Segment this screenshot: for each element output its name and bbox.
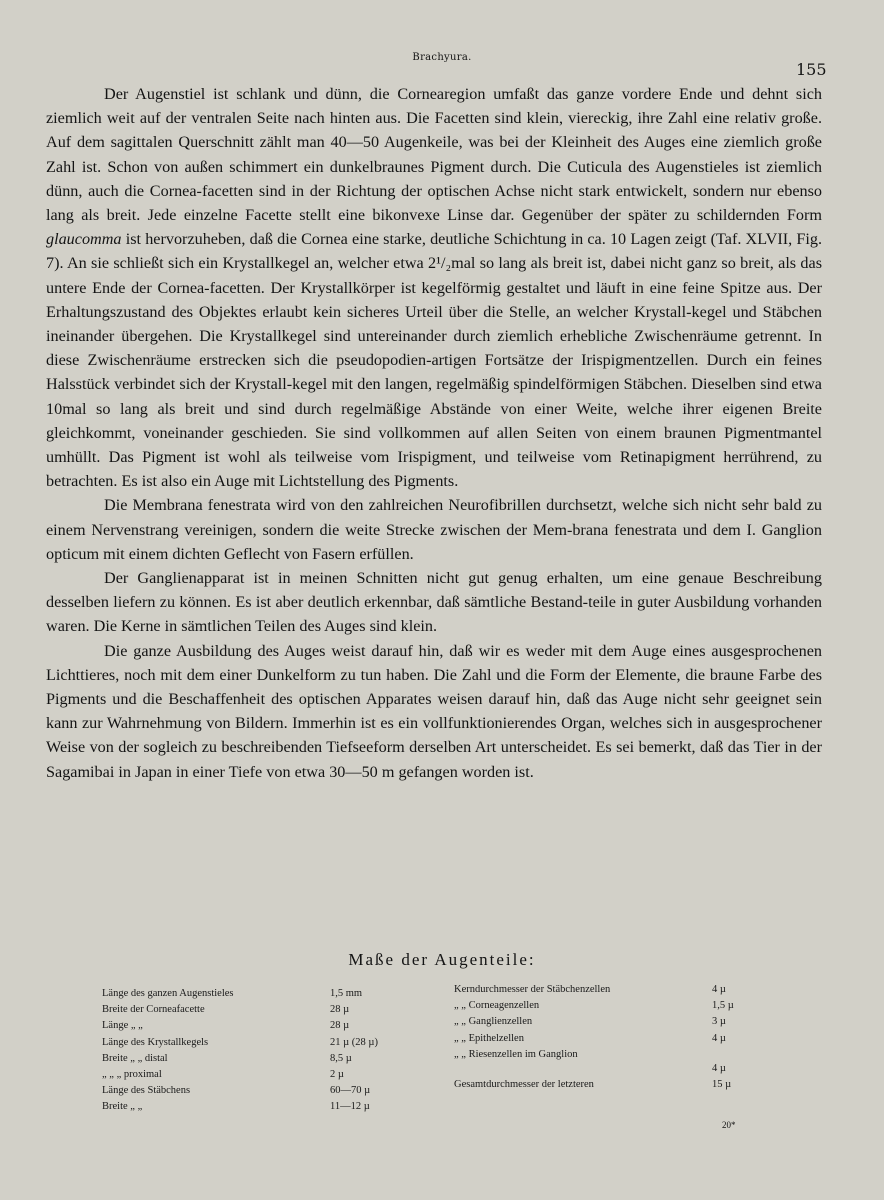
measurement-value: 60—70 µ [330, 1085, 371, 1097]
paragraph-4 [46, 639, 822, 784]
species-name: glaucomma [46, 230, 122, 249]
measurement-value: 21 µ (28 µ) [330, 1036, 378, 1048]
measurement-label: Breite „ „ [102, 1101, 143, 1113]
measurements-left-column [102, 986, 442, 1116]
measurement-row [454, 1047, 754, 1077]
measurement-value: 8,5 µ [330, 1052, 352, 1064]
measurement-value: 28 µ [330, 1004, 350, 1016]
measurements-title: Maße der Augenteile: [348, 950, 536, 969]
page-number: 155 [796, 60, 827, 79]
measurement-row [454, 998, 754, 1014]
measurement-value: 28 µ [330, 1020, 350, 1032]
measurement-label: Länge des ganzen Augenstieles [102, 988, 234, 999]
measurement-label: „ „ Ganglienzellen [454, 1016, 533, 1028]
measurement-label: „ „ Epithelzellen [454, 1032, 524, 1044]
measurement-label: Kerndurchmesser der Stäbchenzellen [454, 984, 611, 995]
measurement-row [102, 1002, 442, 1018]
measurement-row [102, 1035, 442, 1051]
measurement-label: „ „ Corneagenzellen [454, 1000, 540, 1012]
paragraph-1-part-1: Der Augenstiel ist schlank und dünn, die Cornearegion umfaßt das ganze vordere Ende und dehnt sich ziemlich weit auf der ventralen Seite nach hinten aus. Die Facetten sind klein, viereckig, ihre Zahl eine relativ große. Auf dem sagittalen Querschnitt zählt man 40—50 Augenkeile, was bei der Kleinheit des Auges eine ziemlich große Zahl ist. Schon von außen schimmert ein dunkelbraunes Pigment durch. Die Cuticula des Augenstieles ist ziemlich dünn, auch die Cornea-facetten sind in der Richtung der optischen Achse nicht stark entwickelt, sondern nur ebenso lang als breit. Jede einzelne Facette stellt eine bikonvexe Linse dar. Gegenüber der später zu schildernden Form [46, 85, 822, 225]
measurement-label: „ „ „ proximal [102, 1068, 162, 1080]
measurement-value: 3 µ [712, 1016, 726, 1028]
paragraph-4-text: Die ganze Ausbildung des Auges weist darauf hin, daß wir es weder mit dem Auge eines ausgesprochenen Lichttieres, noch mit dem einer Dunkelform zu tun haben. Die Zahl und die Form der Elemente, die braune Farbe des Pigments und die Beschaffenheit des optischen Apparates weisen darauf hin, daß das Auge nicht sehr geeignet sein kann zur Wahrnehmung von Bildern. Immerhin ist es ein vollfunktionierendes Organ, welches sich in ausgesprochener Weise von der sogleich zu beschreibenden Tiefseeform derselben Art unterscheidet. Es sei bemerkt, daß das Tier in der Sagamibai in Japan in einer Tiefe von etwa 30—50 m gefangen worden ist. [46, 641, 822, 781]
measurement-row [102, 1083, 442, 1099]
measurement-value: 1,5 µ [712, 1000, 734, 1012]
signature-mark: 20* [722, 1120, 736, 1130]
measurement-value: 4 µ [712, 1062, 726, 1074]
measurement-row [454, 1077, 754, 1093]
body-text [46, 82, 822, 784]
paragraph-2 [46, 493, 822, 566]
measurement-value: 11—12 µ [330, 1101, 370, 1113]
measurement-label: Breite „ „ distal [102, 1052, 168, 1064]
paragraph-3 [46, 566, 822, 639]
measurement-row [454, 1031, 754, 1047]
measurement-label: Länge des Krystallkegels [102, 1036, 209, 1048]
measurement-row [102, 986, 442, 1002]
measurement-label: Breite der Corneafacette [102, 1004, 205, 1016]
measurements-right-column [454, 982, 754, 1093]
paragraph-1-part-2: ist hervorzuheben, daß die Cornea eine starke, deutliche Schichtung in ca. 10 Lagen zeigt (Taf. XLVII, Fig. 7). An sie schließt sich ein Krystallkegel an, welcher etwa 2¹/₂mal so lang als breit ist, dabei nicht ganz so breit, als das untere Ende der Cornea-facetten. Der Krystallkörper ist kegelförmig gestaltet und läuft in eine feine Spitze aus. Der Erhaltungszustand des Objektes erlaubt kein sicheres Urteil über die Stelle, an welcher Krystall-kegel und Stäbchen ineinander übergehen. Die Krystallkegel sind untereinander durch ziemlich erhebliche Zwischenräume getrennt. In diese Zwischenräume erstrecken sich die pseudopodien-artigen Fortsätze der Irispigmentzellen. Durch ein feines Halsstück verbindet sich der Krystall-kegel mit den langen, regelmäßig spindelförmigen Stäbchen. Dieselben sind etwa 10mal so lang als breit und sind durch regelmäßige Abstände von einer Weite, welche ihrer eigenen Breite gleichkommt, voneinander geschieden. Sie sind vollkommen auf allen Seiten von einem braunen Pigmentmantel umhüllt. Das Pigment ist wohl als teilweise vom Irispigment, und teilweise vom Retinapigment herrührend, zu betrachten. Es ist also ein Auge mit Lichtstellung des Pigments. [46, 230, 822, 491]
measurement-label: „ „ Riesenzellen im Ganglion [454, 1048, 578, 1060]
measurement-value: 2 µ [330, 1068, 344, 1080]
measurement-value: 4 µ [712, 1032, 726, 1044]
measurement-row [102, 1051, 442, 1067]
measurement-value: 4 µ [712, 984, 726, 995]
measurement-row [454, 982, 754, 998]
measurement-value: 15 µ [712, 1078, 732, 1090]
measurement-row [102, 1067, 442, 1083]
measurement-row [102, 1018, 442, 1034]
measurement-value: 1,5 mm [330, 988, 363, 999]
paragraph-1 [46, 82, 822, 493]
paragraph-3-text: Der Ganglienapparat ist in meinen Schnitten nicht gut genug erhalten, um eine genaue Beschreibung desselben liefern zu können. Es ist aber deutlich erkennbar, daß sämtliche Bestand-teile in guter Ausbildung vorhanden waren. Die Kerne in sämtlichen Teilen des Auges sind klein. [46, 569, 822, 636]
measurement-label: Gesamtdurchmesser der letzteren [454, 1078, 594, 1090]
measurement-label: Länge des Stäbchens [102, 1085, 191, 1097]
measurement-row [454, 1014, 754, 1030]
paragraph-2-text: Die Membrana fenestrata wird von den zahlreichen Neurofibrillen durchsetzt, welche sich nicht sehr bald zu einem Nervenstrang vereinigen, sondern die weite Strecke zwischen der Mem-brana fenestrata und dem I. Ganglion opticum mit einem dichten Geflecht von Fasern erfüllen. [46, 496, 822, 563]
measurement-label: Länge „ „ [102, 1020, 143, 1032]
running-title: Brachyura. [412, 52, 472, 63]
measurement-row [102, 1099, 442, 1115]
